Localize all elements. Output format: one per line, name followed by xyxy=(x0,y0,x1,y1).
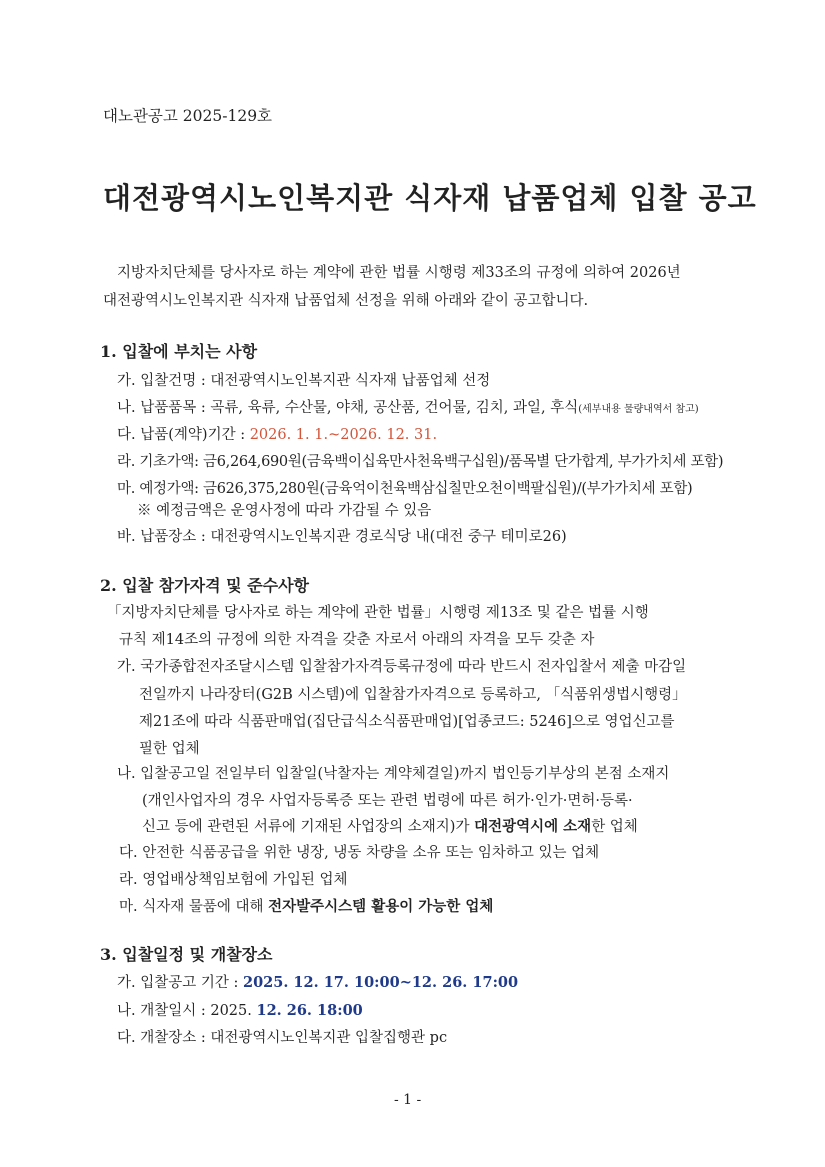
document-number: 대노관공고 2025-129호 xyxy=(103,107,273,125)
section-2-item xyxy=(142,817,638,837)
section-2-intro: 규칙 제14조의 규정에 의한 자격을 갖춘 자로서 아래의 자격을 모두 갖춘 자 xyxy=(119,632,595,648)
section-2-item: 제21조에 따라 식품판매업(집단급식소식품판매업)[업종코드: 5246]으로 영업신고를 xyxy=(139,714,675,730)
section-2-item: 다. 안전한 식품공급을 위한 냉장, 냉동 차량을 소유 또는 임차하고 있는 업체 xyxy=(119,845,600,861)
item-label: 나. 개찰일시 : 2025. xyxy=(117,1003,257,1019)
section-2-item: 전일까지 나라장터(G2B 시스템)에 입찰참가자격으로 등록하고, 「식품위생법시행령」 xyxy=(139,687,687,703)
section-2-intro: 「지방자치단체를 당사자로 하는 계약에 관한 법률」시행령 제13조 및 같은 법률 시행 xyxy=(107,605,649,621)
item-bold: 전자발주시스템 활용이 가능한 업체 xyxy=(268,898,494,915)
intro-line: 대전광역시노인복지관 식자재 납품업체 선정을 위해 아래와 같이 공고합니다. xyxy=(103,293,589,309)
section-2-heading: 2. 입찰 참가자격 및 준수사항 xyxy=(100,576,310,595)
item-text: 한 업체 xyxy=(591,819,638,835)
section-3-heading: 3. 입찰일정 및 개찰장소 xyxy=(100,945,273,964)
item-label: 마. 식자재 물품에 대해 xyxy=(119,899,269,915)
item-text: 신고 등에 관련된 서류에 기재된 사업장의 소재지)가 xyxy=(142,819,475,835)
item-bold: 대전광역시에 소재 xyxy=(474,818,592,835)
item-label: 다. 납품(계약)기간 : xyxy=(117,427,250,443)
section-2-item: 가. 국가종합전자조달시스템 입찰참가자격등록규정에 따라 반드시 전자입찰서 제출 마감일 xyxy=(117,659,687,675)
section-1-item: 라. 기초가액: 금6,264,690원(금육백이십육만사천육백구십원)/품목별 단가합계, 부가가치세 포함) xyxy=(117,454,724,470)
section-3-item xyxy=(117,973,518,993)
section-1-item: 가. 입찰건명 : 대전광역시노인복지관 식자재 납품업체 선정 xyxy=(117,373,491,389)
section-2-item: 필한 업체 xyxy=(139,741,200,757)
item-text: 나. 납품품목 : 곡류, 육류, 수산물, 야채, 공산품, 건어물, 김치, 과일, 후식 xyxy=(117,400,579,416)
item-label: 가. 입찰공고 기간 : xyxy=(117,975,243,991)
section-2-item xyxy=(119,897,493,917)
section-1-item: 마. 예정가액: 금626,375,280원(금육억이천육백삼십칠만오천이백팔십원)/(부가가치세 포함) xyxy=(117,481,693,497)
section-1-item: 바. 납품장소 : 대전광역시노인복지관 경로식당 내(대전 중구 테미로26) xyxy=(117,529,567,545)
section-2-item: 라. 영업배상책임보험에 가입된 업체 xyxy=(119,872,348,888)
item-note: (세부내용 물량내역서 참고) xyxy=(578,404,699,415)
section-1-heading: 1. 입찰에 부치는 사항 xyxy=(100,342,258,361)
page-title: 대전광역시노인복지관 식자재 납품업체 입찰 공고 xyxy=(103,181,757,215)
page-number: - 1 - xyxy=(394,1092,422,1108)
section-3-item: 다. 개찰장소 : 대전광역시노인복지관 입찰집행관 pc xyxy=(117,1030,448,1046)
section-1-item xyxy=(117,425,437,445)
section-3-item xyxy=(117,1001,363,1021)
section-2-item: (개인사업자의 경우 사업자등록증 또는 관련 법령에 따른 허가·인가·면허·등록· xyxy=(142,793,633,809)
section-1-note: ※ 예정금액은 운영사정에 따라 가감될 수 있음 xyxy=(137,503,432,519)
contract-period: 2026. 1. 1.~2026. 12. 31. xyxy=(249,427,438,443)
bid-period: 2025. 12. 17. 10:00~12. 26. 17:00 xyxy=(242,974,519,991)
section-2-item: 나. 입찰공고일 전일부터 입찰일(낙찰자는 계약체결일)까지 법인등기부상의 본점 소재지 xyxy=(117,766,670,782)
opening-datetime: 12. 26. 18:00 xyxy=(256,1002,363,1019)
intro-line: 지방자치단체를 당사자로 하는 계약에 관한 법률 시행령 제33조의 규정에 의하여 2026년 xyxy=(117,265,681,281)
section-1-item xyxy=(117,398,699,420)
